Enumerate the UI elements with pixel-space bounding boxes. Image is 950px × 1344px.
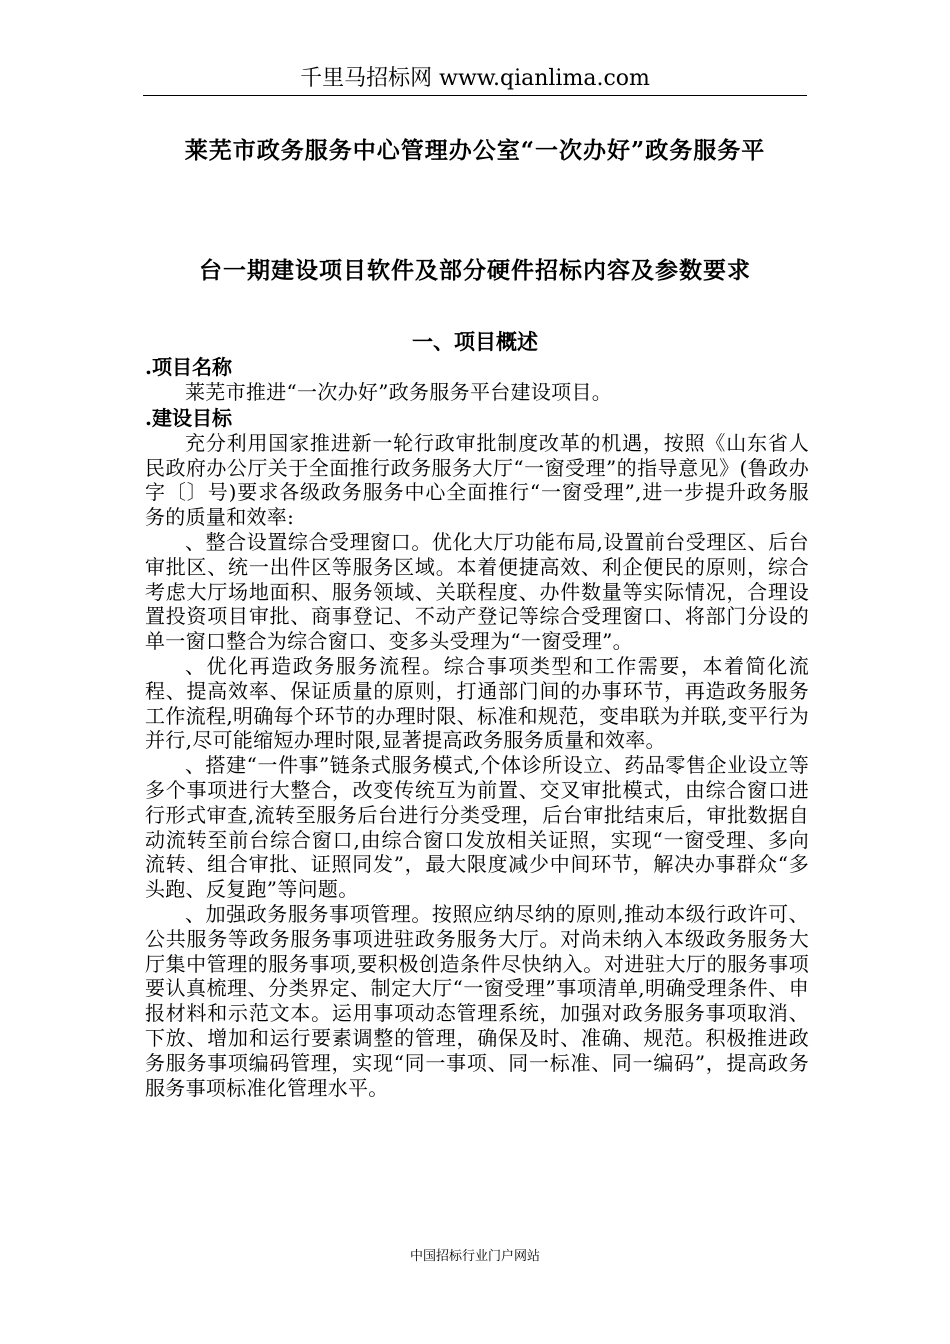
document-title-line-2: 台一期建设项目软件及部分硬件招标内容及参数要求	[199, 257, 751, 284]
paragraph-goal-1: 、整合设置综合受理窗口。优化大厅功能布局,设置前台受理区、后台审批区、统一出件区等服务区域。本着便捷高效、利企便民的原则，综合考虑大厅场地面积、服务领域、关联程度、办件数量等实际情况，合理设置投资项目审批、商事登记、不动产登记等综合受理窗口、将部门分设的单一窗口整合为综合窗口、变多头受理为“一窗受理”。	[145, 529, 809, 654]
paragraph-goal-3: 、搭建“一件事”链条式服务模式,个体诊所设立、药品零售企业设立等多个事项进行大整合，改变传统互为前置、交叉审批模式，由综合窗口进行形式审查,流转至服务后台进行分类受理，后台审批结束后，审批数据自动流转至前台综合窗口,由综合窗口发放相关证照，实现“一窗受理、多向流转、组合审批、证照同发”，最大限度减少中间环节，解决办事群众“多头跑、反复跑”等问题。	[145, 753, 809, 902]
site-header: 千里马招标网 www.qianlima.com	[300, 66, 650, 91]
document-body	[145, 354, 809, 1100]
page-footer: 中国招标行业门户网站	[409, 1249, 540, 1264]
paragraph-project-name: 莱芜市推进“一次办好”政务服务平台建设项目。	[185, 380, 613, 404]
paragraph-goal-intro: 充分利用国家推进新一轮行政审批制度改革的机遇，按照《山东省人民政府办公厅关于全面推行政务服务大厅“一窗受理”的指导意见》(鲁政办字〔〕号)要求各级政务服务中心全面推行“一窗受理”,进一步提升政务服务的质量和效率:	[145, 430, 809, 530]
item-label-project-name: .项目名称	[145, 355, 232, 379]
paragraph-goal-4: 、加强政务服务事项管理。按照应纳尽纳的原则,推动本级行政许可、公共服务等政务服务事项进驻政务服务大厅。对尚未纳入本级政务服务大厅集中管理的服务事项,要积极创造条件尽快纳入。对进驻大厅的服务事项要认真梳理、分类界定、制定大厅“一窗受理”事项清单,明确受理条件、申报材料和示范文本。运用事项动态管理系统，加强对政务服务事项取消、下放、增加和运行要素调整的管理，确保及时、准确、规范。积极推进政务服务事项编码管理，实现“同一事项、同一标准、同一编码”，提高政务服务事项标准化管理水平。	[145, 901, 809, 1100]
item-label-construction-goal: .建设目标	[145, 405, 232, 430]
paragraph-goal-2: 、优化再造政务服务流程。综合事项类型和工作需要，本着简化流程、提高效率、保证质量的原则，打通部门间的办事环节，再造政务服务工作流程,明确每个环节的办理时限、标准和规范，变串联为并联,变平行为并行,尽可能缩短办理时限,显著提高政务服务质量和效率。	[145, 653, 809, 753]
section-heading: 一、项目概述	[412, 329, 538, 354]
header-divider	[143, 95, 807, 96]
document-title-line-1: 莱芜市政务服务中心管理办公室“一次办好”政务服务平	[184, 137, 766, 164]
